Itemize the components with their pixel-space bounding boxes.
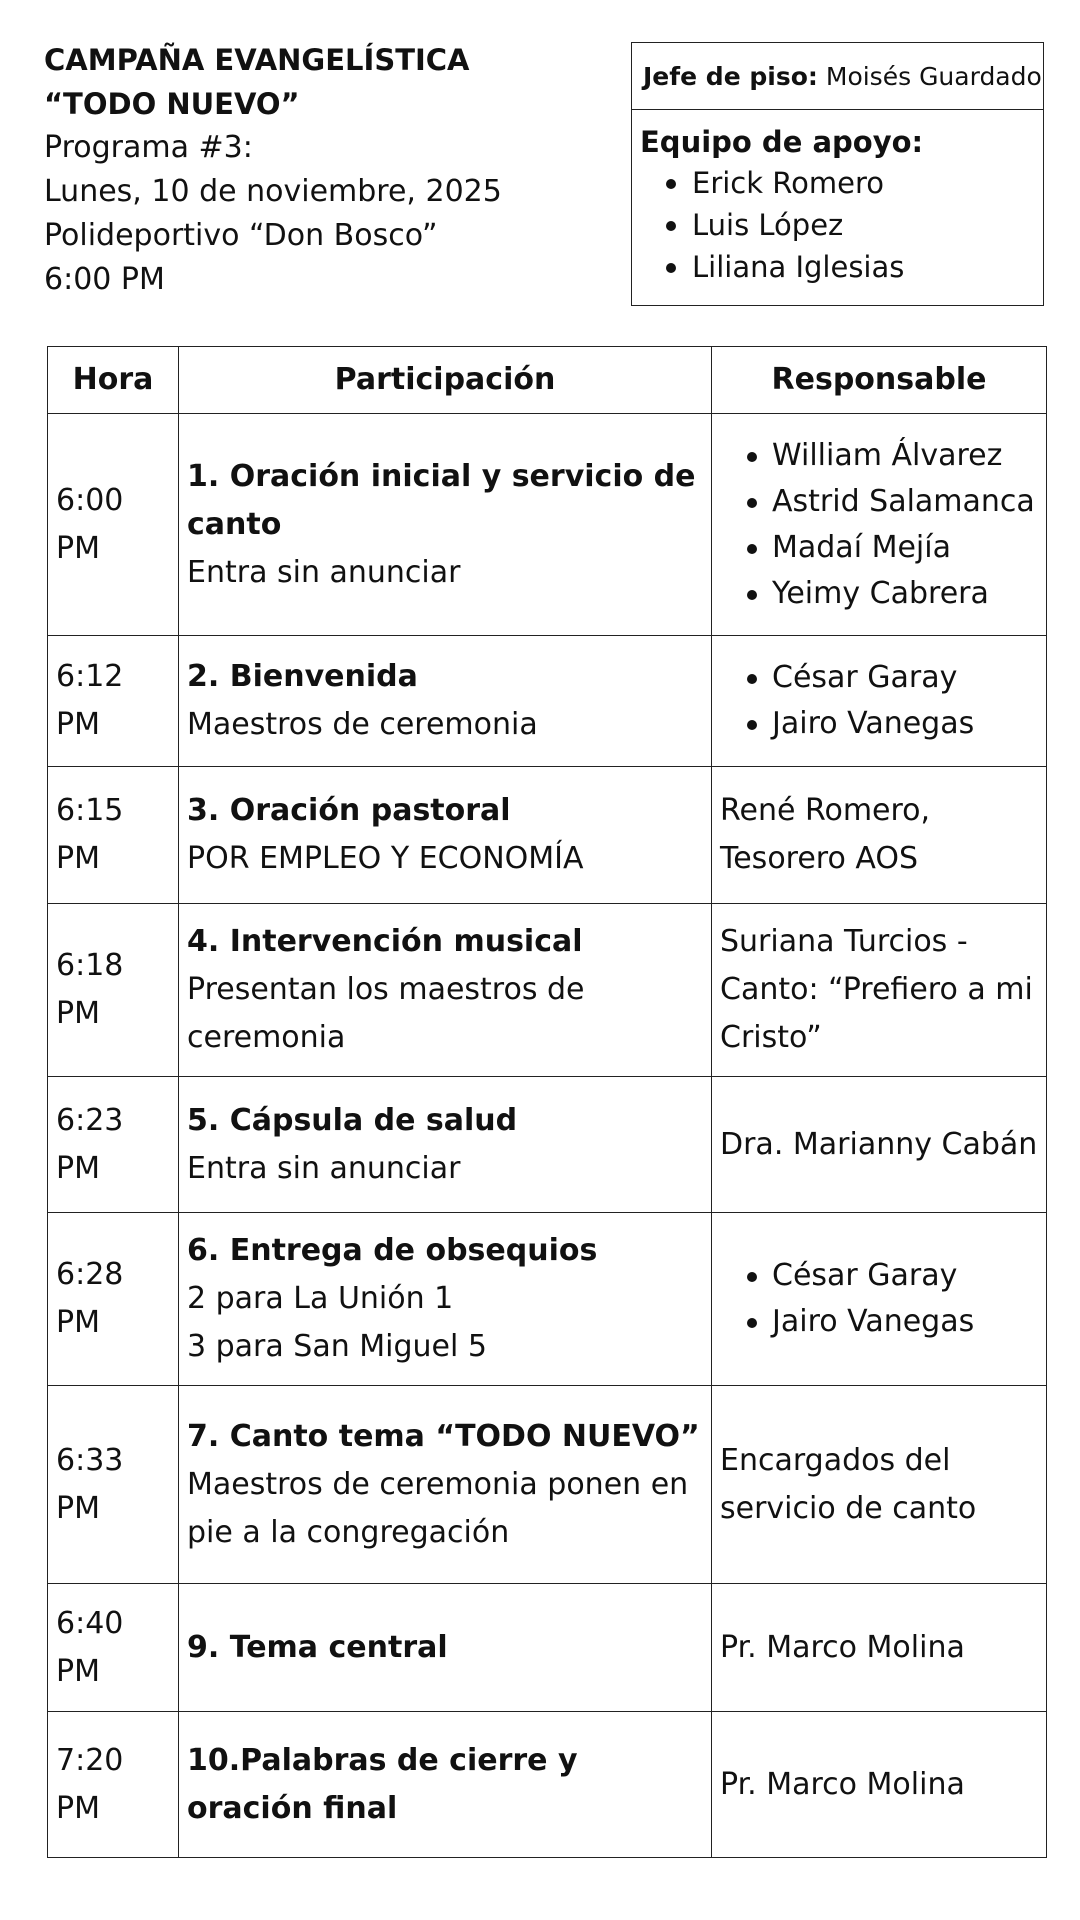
- time-value: 6:33 PM: [56, 1442, 124, 1526]
- time-value: 6:12 PM: [56, 659, 124, 742]
- time-cell: [48, 1584, 179, 1712]
- table-row: [48, 636, 1047, 767]
- time-value: 6:15 PM: [56, 793, 124, 876]
- support-team-section: [632, 110, 1043, 288]
- activity-title: 4. Intervención musical: [187, 924, 583, 959]
- responsible-text: Pr. Marco Molina: [720, 1629, 965, 1665]
- time-cell: [48, 1077, 179, 1213]
- activity-title: 5. Cápsula de salud: [187, 1102, 518, 1138]
- table-row: [48, 1213, 1047, 1386]
- responsible-text: Suriana Turcios - Canto: “Prefiero a mi Cristo”: [720, 924, 1033, 1055]
- responsible-text: René Romero, Tesorero AOS: [720, 793, 931, 876]
- activity-title: 6. Entrega de obsequios: [187, 1233, 598, 1268]
- activity-cell: [179, 1584, 712, 1712]
- time-value: 7:20 PM: [56, 1742, 124, 1826]
- responsible-cell: [712, 1077, 1047, 1213]
- responsible-text: Encargados del servicio de canto: [720, 1442, 977, 1526]
- responsible-cell: [712, 904, 1047, 1077]
- support-team-member: Liliana Iglesias: [640, 246, 1043, 288]
- responsible-person: Jairo Vanegas: [720, 701, 1038, 747]
- column-header-responsable: Responsable: [712, 347, 1047, 414]
- table-header-row: [48, 347, 1047, 414]
- time-cell: [48, 1213, 179, 1386]
- activity-detail: POR EMPLEO Y ECONOMÍA: [187, 841, 584, 876]
- event-title-line2: “TODO NUEVO”: [44, 87, 300, 121]
- activity-cell: [179, 1712, 712, 1858]
- activity-detail: Entra sin anunciar: [187, 1150, 461, 1186]
- activity-cell: [179, 1077, 712, 1213]
- responsible-person: César Garay: [720, 1253, 1038, 1299]
- support-team-list: [640, 162, 1043, 288]
- activity-detail: 3 para San Miguel 5: [187, 1329, 487, 1364]
- responsible-cell: [712, 767, 1047, 904]
- time-value: 6:23 PM: [56, 1102, 124, 1186]
- activity-detail: 2 para La Unión 1: [187, 1281, 454, 1316]
- event-date: Lunes, 10 de noviembre, 2025: [44, 174, 502, 209]
- staff-info-box: [631, 42, 1044, 306]
- column-header-participacion: Participación: [179, 347, 712, 414]
- time-cell: [48, 1712, 179, 1858]
- responsible-person: Astrid Salamanca: [720, 479, 1038, 525]
- responsible-cell: [712, 414, 1047, 636]
- column-header-hora: Hora: [48, 347, 179, 414]
- support-team-member: Luis López: [640, 204, 1043, 246]
- table-row: [48, 1386, 1047, 1584]
- activity-title: 9. Tema central: [187, 1629, 448, 1665]
- table-row: [48, 904, 1047, 1077]
- table-row: [48, 414, 1047, 636]
- event-time: 6:00 PM: [44, 262, 165, 297]
- time-cell: [48, 767, 179, 904]
- activity-detail: Entra sin anunciar: [187, 554, 461, 590]
- time-cell: [48, 636, 179, 767]
- activity-cell: [179, 1213, 712, 1386]
- responsible-cell: [712, 1386, 1047, 1584]
- table-row: [48, 1584, 1047, 1712]
- responsible-person: William Álvarez: [720, 433, 1038, 479]
- responsible-cell: [712, 1584, 1047, 1712]
- responsible-list: [720, 655, 1038, 747]
- responsible-cell: [712, 1213, 1047, 1386]
- time-value: 6:18 PM: [56, 948, 124, 1031]
- responsible-person: Jairo Vanegas: [720, 1299, 1038, 1345]
- activity-cell: [179, 414, 712, 636]
- responsible-person: César Garay: [720, 655, 1038, 701]
- activity-cell: [179, 904, 712, 1077]
- event-title-line1: CAMPAÑA EVANGELÍSTICA: [44, 43, 470, 77]
- activity-title: 2. Bienvenida: [187, 659, 418, 694]
- time-cell: [48, 904, 179, 1077]
- time-value: 6:28 PM: [56, 1257, 124, 1340]
- activity-title: 10.Palabras de cierre y oración final: [187, 1742, 578, 1826]
- activity-detail: Maestros de ceremonia: [187, 707, 538, 742]
- responsible-cell: [712, 636, 1047, 767]
- time-cell: [48, 414, 179, 636]
- activity-cell: [179, 767, 712, 904]
- activity-cell: [179, 636, 712, 767]
- responsible-person: Yeimy Cabrera: [720, 571, 1038, 617]
- responsible-cell: [712, 1712, 1047, 1858]
- time-cell: [48, 1386, 179, 1584]
- activity-detail: Presentan los maestros de ceremonia: [187, 972, 585, 1055]
- time-value: 6:00 PM: [56, 482, 124, 566]
- responsible-list: [720, 1253, 1038, 1345]
- support-team-label: Equipo de apoyo:: [640, 125, 924, 159]
- activity-title: 1. Oración inicial y servicio de canto: [187, 458, 696, 542]
- responsible-person: Madaí Mejía: [720, 525, 1038, 571]
- responsible-text: Pr. Marco Molina: [720, 1766, 965, 1802]
- program-number: Programa #3:: [44, 130, 253, 165]
- table-row: [48, 1712, 1047, 1858]
- activity-title: 7. Canto tema “TODO NUEVO”: [187, 1418, 700, 1454]
- responsible-list: [720, 433, 1038, 617]
- schedule-body: [48, 414, 1047, 1858]
- schedule-table: [47, 346, 1047, 1858]
- floor-chief-label: Jefe de piso:: [643, 61, 818, 91]
- activity-detail: Maestros de ceremonia ponen en pie a la congregación: [187, 1466, 689, 1550]
- event-header: [44, 38, 604, 302]
- responsible-text: Dra. Marianny Cabán: [720, 1126, 1038, 1162]
- activity-cell: [179, 1386, 712, 1584]
- table-row: [48, 767, 1047, 904]
- time-value: 6:40 PM: [56, 1605, 124, 1689]
- event-venue: Polideportivo “Don Bosco”: [44, 218, 438, 253]
- floor-chief-row: [632, 43, 1043, 110]
- activity-title: 3. Oración pastoral: [187, 793, 511, 828]
- floor-chief-name: Moisés Guardado: [825, 61, 1042, 91]
- table-row: [48, 1077, 1047, 1213]
- support-team-member: Erick Romero: [640, 162, 1043, 204]
